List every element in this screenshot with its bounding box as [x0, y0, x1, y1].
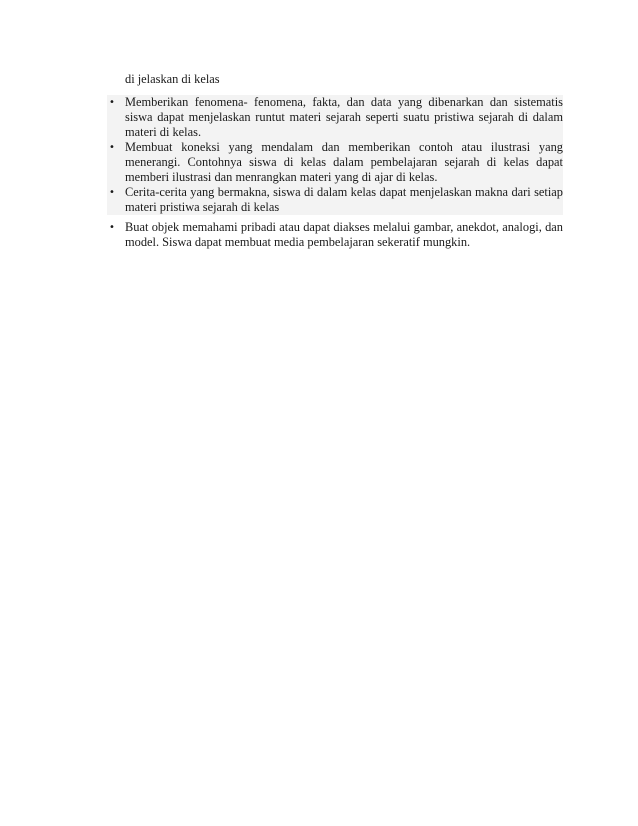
bullet-icon: •	[109, 222, 115, 233]
bullet-list	[107, 95, 563, 250]
bullet-icon: •	[109, 97, 115, 108]
bullet-icon: •	[109, 187, 115, 198]
list-item	[107, 220, 563, 250]
bullet-icon: •	[109, 142, 115, 153]
list-item-text: Memberikan fenomena- fenomena, fakta, dan data yang dibenarkan dan sistematis siswa dapat menjelaskan runtut materi sejarah seperti suatu pristiwa sejarah di dalam materi di kelas.	[125, 95, 563, 139]
list-item-text: Cerita-cerita yang bermakna, siswa di dalam kelas dapat menjelaskan makna dari setiap materi pristiwa sejarah di kelas	[125, 185, 563, 214]
list-item	[107, 185, 563, 215]
lead-text: di jelaskan di kelas	[125, 72, 220, 86]
list-item-text: Buat objek memahami pribadi atau dapat diakses melalui gambar, anekdot, analogi, dan model. Siswa dapat membuat media pembelajaran sekeratif mungkin.	[125, 220, 563, 249]
list-item-text: Membuat koneksi yang mendalam dan memberikan contoh atau ilustrasi yang menerangi. Contohnya siswa di kelas dalam pembelajaran sejarah di kelas dapat memberi ilustrasi dan menrangkan materi yang di ajar di kelas.	[125, 140, 563, 184]
list-item	[107, 140, 563, 185]
list-item	[107, 95, 563, 140]
